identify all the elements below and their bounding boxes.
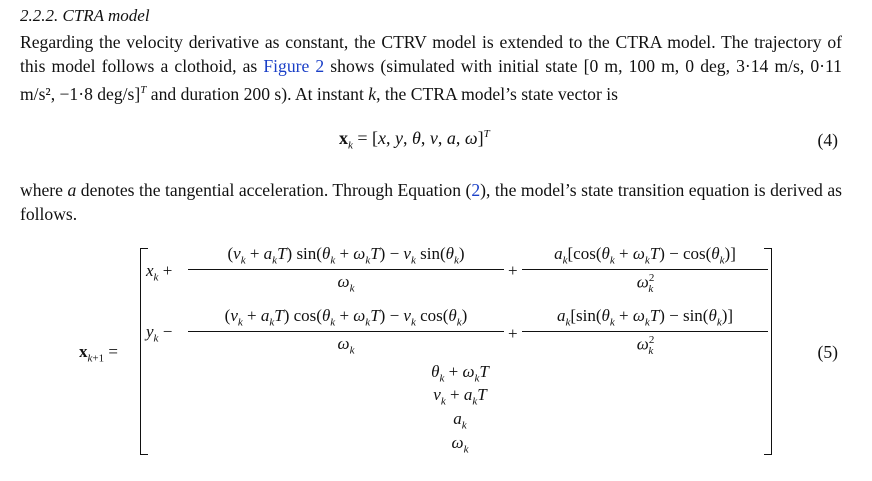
equation-5 [0,240,872,460]
para2-text-b: denotes the tangential acceleration. Through Equation ( [76,180,472,200]
para1-text-c: and duration 200 s). At instant [146,83,369,104]
row1-plus: + [508,261,518,280]
equation-2-link[interactable]: 2 [471,180,481,200]
row5-acceleration: $a_k$ [453,409,467,432]
row1-frac2-num: $a_k[\cos(\theta_k + \omega_kT) - \cos(\theta_k)]$ [522,244,768,270]
equation-5-number: (5) [817,342,838,362]
row1-fraction1 [188,244,504,295]
row4-velocity: $v_k + a_kT$ [433,385,487,408]
row2-frac1-num: $(v_k + a_kT) \cos(\theta_k + \omega_kT) - v_k$ $\cos(\theta_k)$ [188,306,504,332]
row2-prefix: $y_k$ − [146,322,173,345]
para2-text-c: ), the model’s state transition equation is derived as follows. [20,180,843,224]
row1-frac1-den: $\omega_k$ [337,272,355,295]
equation-4-number: (4) [817,130,838,150]
row6-yaw-rate: $\omega_k$ [451,433,469,456]
row1-frac2-den: $\omega^2_k$ [636,272,655,296]
row2-frac2-num: $a_k[\sin(\theta_k + \omega_kT) - \sin(\theta_k)]$ [522,306,768,332]
row2-fraction2 [522,306,768,357]
para1-text-b: shows (simulated with initial state [0 m, 100 m, 0 deg, 3·14 m/s, 0·11 m/s², −1·8 deg/s] [20,56,842,104]
row2-frac2-den: $\omega^2_k$ [636,334,655,358]
equation-5-lhs: $x_{k+1}$ = [79,342,118,365]
state-vector-formula: $x_k = [x$, y, θ, v, a, ω]$^T$ [339,128,490,152]
row1-prefix: $x_k$ + [146,261,173,284]
para2-text-a: where [20,180,68,200]
row2-plus: + [508,324,518,343]
paragraph-ctra-intro: Regarding the velocity derivative as constant, the CTRV model is extended to the CTRA model. The trajectory of this model follows a clothoid, as Figure 2 shows (simulated with initial state [0 m, 100 m, 0 deg, 3·14 m/s, 0·11 m/s², −1·8 deg/s]$^T$ and duration 200 s). At instant k, the CTRA model’s state vector is [20,32,842,104]
row2-fraction1 [188,306,504,357]
row2-frac1-den: $\omega_k$ [337,334,355,357]
row1-frac1-num: $(v_k + a_kT) \sin(\theta_k + \omega_kT) - v_k$ $\sin(\theta_k)$ [188,244,504,270]
paragraph-transition: where a denotes the tangential acceleration. Through Equation (2), the model’s state transition equation is derived as follows. [20,180,843,224]
equation-4 [0,128,872,158]
row3-theta: $\theta_k + \omega_kT$ [431,362,489,385]
para1-text-a: Regarding the velocity derivative as constant, the CTRV model is extended to the CTRA model. The trajectory of this model follows a clothoid, as [20,32,842,76]
row1-fraction2 [522,244,768,295]
figure-2-link[interactable]: Figure 2 [263,56,325,76]
para1-text-d: , the CTRA model’s state vector is [376,83,618,104]
section-heading: 2.2.2. CTRA model [20,6,150,25]
